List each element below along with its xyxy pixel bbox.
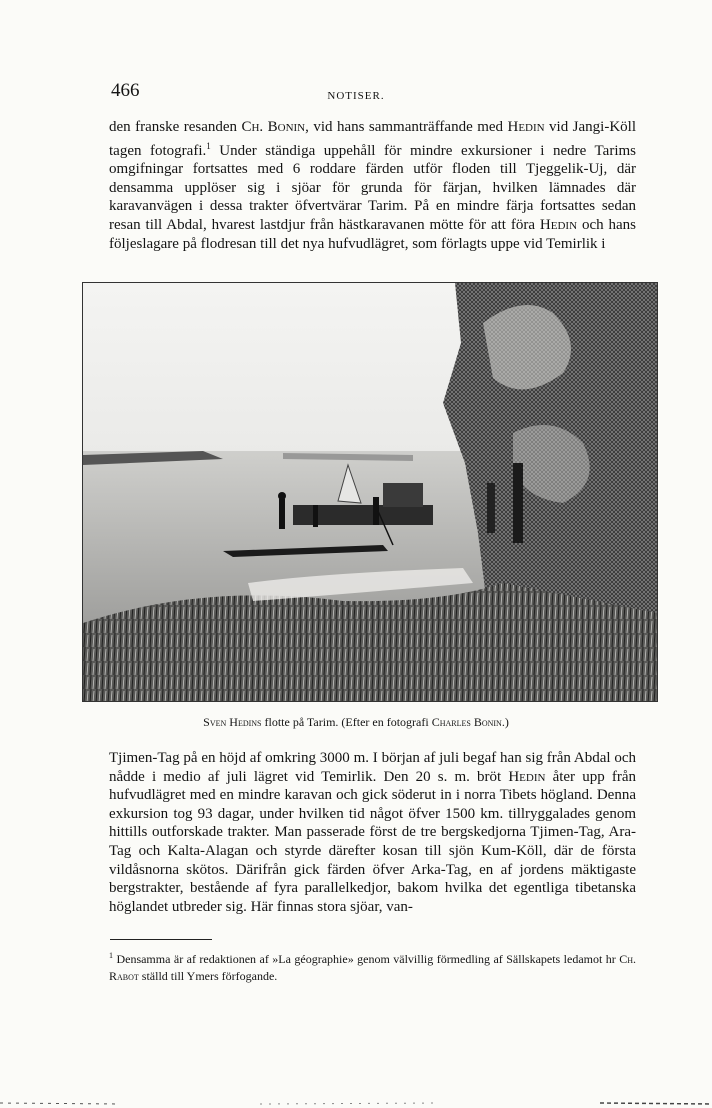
text-span: åter upp från hufvudlägret med en mindre karavan och gick söderut in i norra Tibets högland. Denna exkursion tog 93 dagar, under hvilken tid något öfver 1500 km. tillryggalades genom hittills outforskade trakter. Man passerade först de tre bergskedjorna Tjimen-Tag, Ara-Tag och Kalta-Alagan och styrde därefter kosan till sjön Kum-Köll, där de första vildåsnorna skötos. Därifrån gick färden öfver Arka-Tag, en af jordens mäktigaste bergstrakter, bestående af fyra parallelkedjor, bakom hvilka det egentliga tibetanska höglandet utbreder sig. Här finnas stora sjöar, van-	[109, 768, 636, 915]
person-name: Ch. Bonin	[241, 119, 306, 135]
person-name: Hedin	[508, 768, 546, 785]
text-span: och hans följeslagare på flodresan till det nya hufvudlägret, som förlagts uppe vid Temirlik i	[109, 216, 636, 252]
body-paragraph-bottom	[109, 749, 636, 916]
person-name: Hedin	[507, 119, 545, 135]
text-span: Under ständiga uppehåll för mindre exkursioner i nedre Tarims omgifningar fortsattes med 6 roddare färden utför floden till Tjeggelik-Uj, där densamma upplöser sig i sjöar för grunda för färjan, hvilken lämnades där karavanvägen i dessa trakter öfvertvärar Tarim. På en mindre färja fortsattes sedan resan till Abdal, hvarest lastdjur från hästkaravanen mötte för att föra	[109, 142, 636, 233]
person-name: Ch. Rabot	[109, 952, 636, 983]
body-paragraph-top	[109, 118, 636, 253]
footnote-text: ställd till Ymers förfogande.	[138, 969, 278, 983]
running-head: NOTISER.	[327, 90, 385, 102]
footnote-marker: 1	[109, 951, 113, 960]
caption-text: .)	[501, 715, 509, 729]
text-span: Tjimen-Tag på en höjd af omkring 3000 m. I början af juli begaf han sig från Abdal och nådde i medio af juli lägret vid Temirlik. Den 20 s. m. bröt	[109, 750, 636, 785]
footnote-reference: 1	[206, 140, 211, 151]
text-span: , vid hans sammanträffande med	[305, 119, 508, 135]
photograph-raft-on-tarim	[82, 282, 658, 702]
footnote-text: Densamma är af redaktionen af »La géographie» genom välvillig förmedling af Sällskapets ledamot hr	[113, 952, 620, 966]
caption-credit: Charles Bonin	[431, 715, 502, 729]
scan-edge-noise	[0, 1098, 712, 1108]
text-span: vid Jangi-Köll tagen fotografi.	[109, 119, 636, 159]
page-number: 466	[111, 80, 140, 101]
footnote-divider	[110, 939, 212, 940]
figure-caption	[0, 715, 712, 730]
caption-text: flotte på Tarim. (Efter en fotografi	[261, 715, 432, 729]
text-span: den franske resanden	[109, 119, 242, 135]
person-name: Hedin	[539, 216, 578, 233]
caption-name: Sven Hedins	[203, 715, 262, 729]
footnote	[109, 947, 636, 985]
